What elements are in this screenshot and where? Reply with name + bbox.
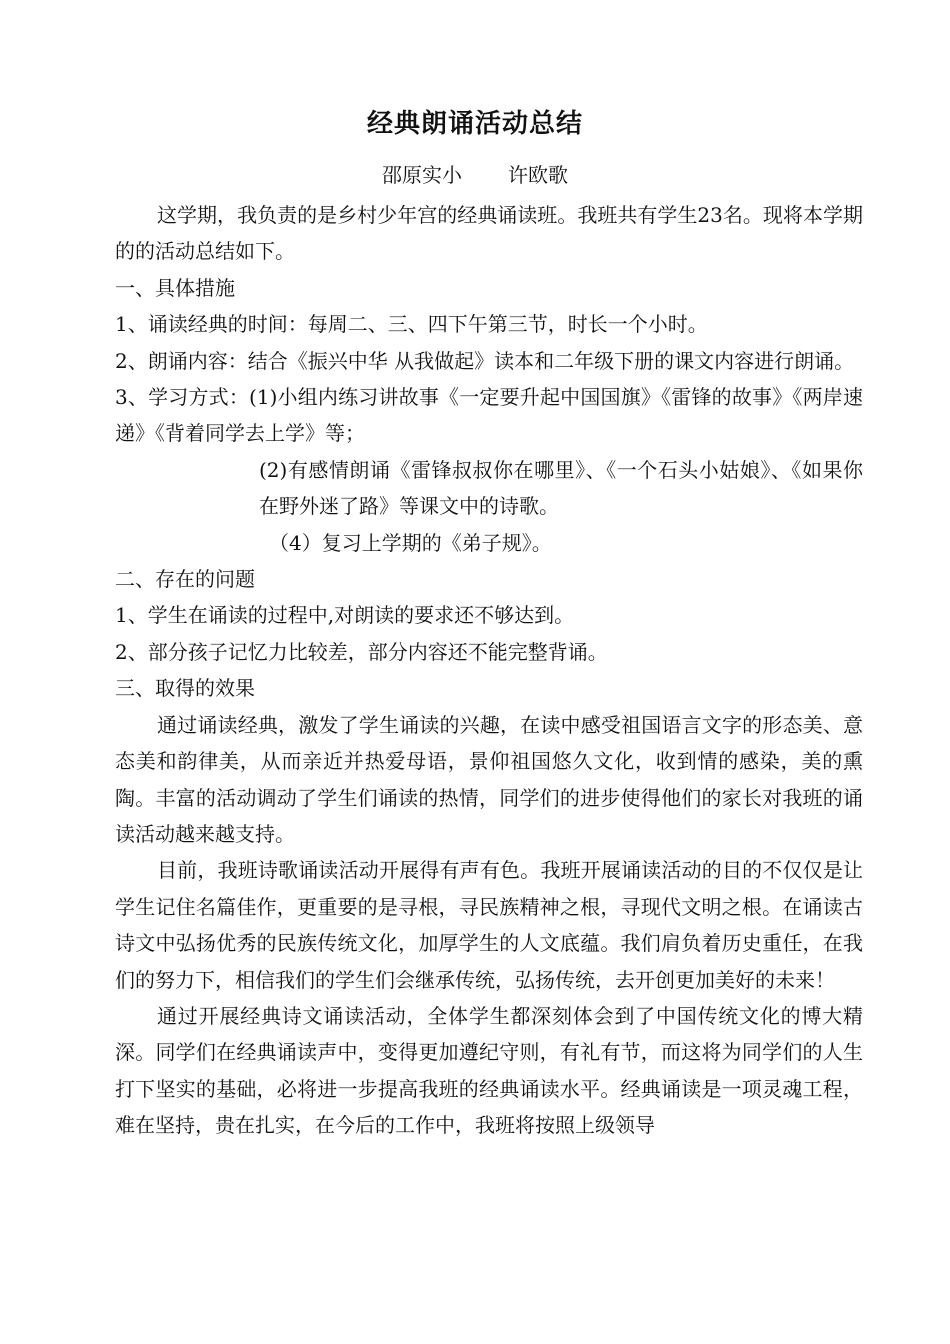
effect-paragraph-1: 通过诵读经典，激发了学生诵读的兴趣，在读中感受祖国语言文字的形态美、意态美和韵律美，从而亲近并热爱母语，景仰祖国悠久文化，收到情的感染，美的熏陶。丰富的活动调动了学生们诵读的热情，同学们的进步使得他们的家长对我班的诵读活动越来越支持。 (115, 712, 863, 846)
measure-item-2: 2、朗诵内容：结合《振兴中华 从我做起》读本和二年级下册的课文内容进行朗诵。 (115, 348, 855, 373)
document-body (115, 197, 863, 1144)
effect-paragraph-2: 目前，我班诗歌诵读活动开展得有声有色。我班开展诵读活动的目的不仅仅是让学生记住名篇佳作，更重要的是寻根，寻民族精神之根，寻现代文明之根。在诵读古诗文中弘扬优秀的民族传统文化，加厚学生的人文底蕴。我们肩负着历史重任，在我们的努力下，相信我们的学生们会继承传统，弘扬传统，去开创更加美好的未来！ (115, 858, 863, 992)
measure-item-1: 1、诵读经典的时间：每周二、三、四下午第三节，时长一个小时。 (115, 312, 708, 337)
section-heading-measures: 一、具体措施 (115, 275, 235, 300)
effect-paragraph-3: 通过开展经典诗文诵读活动，全体学生都深刻体会到了中国传统文化的博大精深。同学们在经典诵读声中，变得更加遵纪守则，有礼有节，而这将为同学们的人生打下坚实的基础，必将进一步提高我班的经典诵读水平。经典诵读是一项灵魂工程，难在坚持，贵在扎实，在今后的工作中，我班将按照上级领导 (115, 1003, 863, 1138)
document-title: 经典朗诵活动总结 (366, 109, 583, 139)
byline (0, 159, 950, 191)
school-name: 邵原实小 (382, 163, 462, 187)
intro-paragraph: 这学期，我负责的是乡村少年宫的经典诵读班。我班共有学生23名。现将本学期的的活动总结如下。 (115, 203, 863, 264)
problem-item-1: 1、学生在诵读的过程中,对朗读的要求还不够达到。 (115, 603, 575, 628)
section-heading-problems: 二、存在的问题 (115, 567, 255, 592)
measure-item-3-sub-2: (2)有感情朗诵《雷锋叔叔你在哪里》、《一个石头小姑娘》、《如果你在野外迷了路》等课文中的诗歌。 (259, 457, 863, 519)
measure-item-3-sub-4: （4）复习上学期的《弟子规》。 (269, 530, 552, 555)
problem-item-2: 2、部分孩子记忆力比较差，部分内容还不能完整背诵。 (115, 639, 608, 664)
measure-item-3: 3、学习方式：(1)小组内练习讲故事《一定要升起中国国旗》《雷锋的故事》《两岸速递》《背着同学去上学》等； (115, 385, 863, 446)
section-heading-effects: 三、取得的效果 (115, 676, 255, 701)
author-name: 许欧歌 (508, 163, 568, 187)
